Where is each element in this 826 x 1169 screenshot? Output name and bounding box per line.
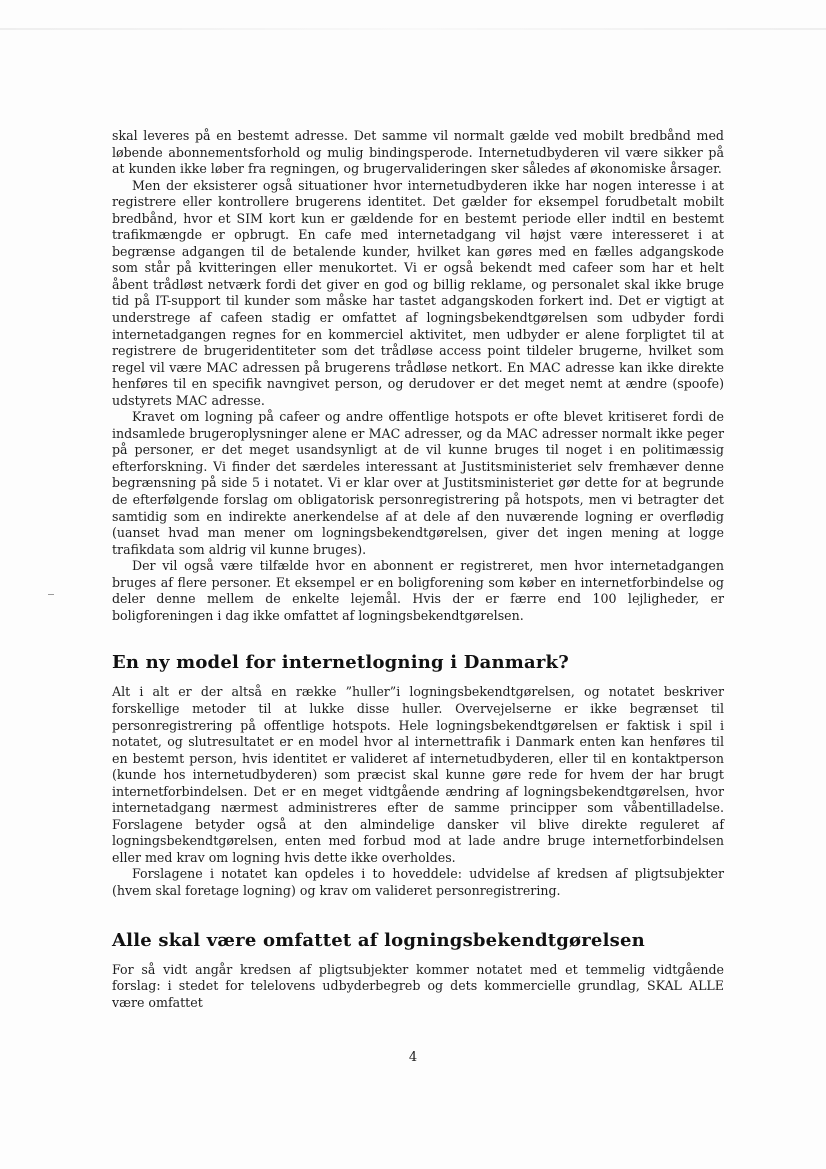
page-number: 4 xyxy=(408,1050,418,1065)
paragraph: Kravet om logning på cafeer og andre offentlige hotspots er ofte blevet kritiseret fordi de indsamlede brugeroplysninger alene er MAC adresser, og da MAC adresser normalt ikke peger på personer, er det meget usandsynligt at de vil kunne bruges til noget i en politimæssig efterforskning. Vi finder det særdeles interessant at Justitsministeriet selv fremhæver denne begrænsning på side 5 i notatet. Vi er klar over at Justitsministeriet gør dette for at begrunde de efterfølgende forslag om obligatorisk personregistrering på hotspots, men vi betragter det samtidig som en indirekte anerkendelse af at dele af den nuværende logning er overflødig (uanset hvad man mener om logningsbekendtgørelsen, giver det ingen mening at logge trafikdata som aldrig vil kunne bruges). xyxy=(112,409,724,557)
section-heading: En ny model for internetlogning i Danmark? xyxy=(112,652,569,674)
paragraph-continuation: skal leveres på en bestemt adresse. Det samme vil normalt gælde ved mobilt bredbånd med løbende abonnementsforhold og mulig bindingsperode. Internetudbyderen vil være sikker på at kunden ikke løber fra regningen, og brugervalideringen sker således af økonomiske årsager. xyxy=(112,128,724,177)
margin-mark xyxy=(48,594,54,595)
page-body xyxy=(112,128,724,1011)
paragraph: Der vil også være tilfælde hvor en abonnent er registreret, men hvor internetadgangen bruges af flere personer. Et eksempel er en boligforening som køber en internetforbindelse og deler denne mellem de enkelte lejemål. Hvis der er færre end 100 lejligheder, er boligforeningen i dag ikke omfattet af logningsbekendtgørelsen. xyxy=(112,558,724,623)
paragraph: Alt i alt er der altså en række ”huller”i logningsbekendtgørelsen, og notatet beskriver forskellige metoder til at lukke disse huller. Overvejelserne er ikke begrænset til personregistrering på offentlige hotspots. Hele logningsbekendtgørelsen er faktisk i spil i notatet, og slutresultatet er en model hvor al internettrafik i Danmark enten kan henføres til en bestemt person, hvis identitet er valideret af internetudbyderen, eller til en kontaktperson (kunde hos internetudbyderen) som præcist skal kunne gøre rede for hvem der har brugt internetforbindelsen. Det er en meget vidtgående ændring af logningsbekendtgørelsen, hvor internetadgang nærmest administreres efter de samme principper som våbentilladelse. Forslagene betyder også at den almindelige dansker vil blive direkte reguleret af logningsbekendtgørelsen, enten med forbud mod at lade andre bruge internetforbindelsen eller med krav om logning hvis dette ikke overholdes. xyxy=(112,684,724,865)
paragraph: Men der eksisterer også situationer hvor internetudbyderen ikke har nogen interesse i at registrere eller kontrollere brugerens identitet. Det gælder for eksempel forudbetalt mobilt bredbånd, hvor et SIM kort kun er gældende for en bestemt periode eller indtil en bestemt trafikmængde er opbrugt. En cafe med internetadgang vil højst være interesseret i at begrænse adgangen til de betalende kunder, hvilket kan gøres med en fælles adgangskode som står på kvitteringen eller menukortet. Vi er også bekendt med cafeer som har et helt åbent trådløst netværk fordi det giver en god og billig reklame, og personalet skal ikke bruge tid på IT-support til kunder som måske har tastet adgangskoden forkert ind. Det er vigtigt at understrege af cafeen stadig er omfattet af logningsbekendtgørelsen som udbyder fordi internetadgangen regnes for en kommerciel aktivitet, men udbyder er alene forpligtet til at registrere de brugeridentiteter som det trådløse access point tildeler brugerne, hvilket som regel vil være MAC adressen på brugerens trådløse netkort. En MAC adresse kan ikke direkte henføres til en specifik navngivet person, og derudover er det meget nemt at ændre (spoofe) udstyrets MAC adresse. xyxy=(112,177,724,408)
paragraph: Forslagene i notatet kan opdeles i to hoveddele: udvidelse af kredsen af pligtsubjekter (hvem skal foretage logning) og krav om valideret personregistrering. xyxy=(112,866,724,898)
paragraph: For så vidt angår kredsen af pligtsubjekter kommer notatet med et temmelig vidtgående forslag: i stedet for telelovens udbyderbegreb og dets kommercielle grundlag, SKAL ALLE være omfattet xyxy=(112,961,724,1010)
scan-edge xyxy=(0,28,826,30)
section-heading: Alle skal være omfattet af logningsbekendtgørelsen xyxy=(112,929,645,951)
